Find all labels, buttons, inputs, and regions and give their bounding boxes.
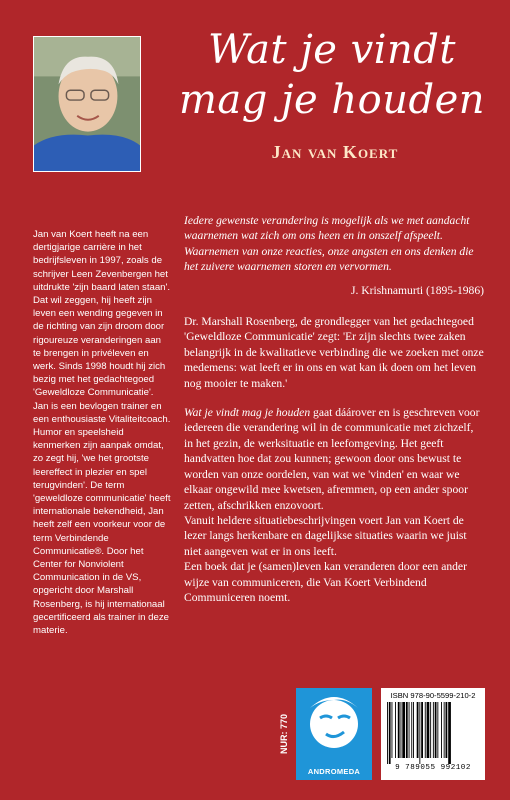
title-line-2: mag je houden xyxy=(178,77,486,123)
barcode-bar xyxy=(389,702,391,764)
barcode-bar xyxy=(430,702,431,758)
barcode-box xyxy=(381,688,485,780)
closing-paragraph: Een boek dat je (samen)leven kan veranderen door een ander wijze van communiceren, die Van Koert Verbindend Communiceren noemt. xyxy=(184,560,467,604)
author-portrait-image xyxy=(34,37,140,171)
isbn-text: ISBN 978-90-5599-210-2 xyxy=(390,691,476,700)
publisher-name: ANDROMEDA xyxy=(307,767,361,776)
barcode-bar xyxy=(406,702,408,758)
barcode-bars xyxy=(385,702,481,764)
barcode-bar xyxy=(435,702,437,758)
barcode-bar xyxy=(411,702,412,758)
barcode-bar xyxy=(433,702,434,758)
description-text: gaat dáárover en is geschreven voor iedereen die verandering wil in de communicatie met zichzelf, in het gezin, de werksituatie en leefomgeving. Het geeft handvatten hoe dat zou kunnen; gewoon door ons bewust te worden van onze oordelen, van wat we 'vinden' en waar we elkaar ongewild mee kwetsen, afremmen, op een ander spoor zetten, afschrikken enzovoort. xyxy=(184,406,480,512)
barcode-bar xyxy=(409,702,410,758)
nur-label: NUR: 770 xyxy=(279,713,289,755)
barcode-bar xyxy=(427,702,430,758)
barcode-bar xyxy=(448,702,451,764)
barcode-bar xyxy=(401,702,402,758)
barcode-bar xyxy=(437,702,438,758)
andromeda-face-icon xyxy=(296,688,372,760)
barcode-bar xyxy=(421,702,423,758)
book-description-paragraph xyxy=(184,405,484,513)
barcode-bar xyxy=(402,702,405,758)
barcode-bar xyxy=(395,702,396,758)
barcode-bar xyxy=(387,702,388,764)
book-title-inline: Wat je vindt mag je houden xyxy=(184,406,311,420)
barcode-bar xyxy=(413,702,414,758)
barcode-number: 9 789055 992102 xyxy=(395,764,471,772)
nur-code xyxy=(277,690,291,778)
barcode-bar xyxy=(417,702,419,758)
book-title xyxy=(172,25,492,125)
bio-text: Jan van Koert heeft na een dertigjarige carrière in het bedrijfsleven in 1997, zoals de schrijver Leen Zevenbergen het uitdrukte 'zijn baard laten staan'. Dat wil zeggen, hij heeft zijn leven een wending gegeven in de richting van zijn droom door rigoureuze veranderingen aan te brengen in privéleven en werk. Sinds 1998 houdt hij zich bezig met het gedachtegoed 'Geweldloze Communicatie'. Jan is een bevlogen trainer en een enthousiaste Vitaliteitcoach. Humor en speelsheid kenmerken zijn aanpak omdat, zo zegt hij, 'we het grootste leereffect in plezier en spel terugvinden'. De term 'geweldloze communicatie' heeft internationale bekendheid, Jan heeft zelf een voorkeur voor de term Verbindende Communicatie®. Door het Center for Nonviolent Communication in de VS, opgericht door Marshall Rosenberg, is hij internationaal gecertificeerd als trainer in deze materie. xyxy=(33,229,171,637)
barcode-bar xyxy=(444,702,445,758)
barcode-bar xyxy=(419,702,420,764)
barcode-bar xyxy=(446,702,448,758)
barcode-bar xyxy=(398,702,400,758)
situations-paragraph: Vanuit heldere situatiebeschrijvingen voert Jan van Koert de lezer langs herkenbare en dagelijkse situaties waarin we juist niet aangeven wat er in ons leeft. xyxy=(184,513,467,558)
barcode-bar xyxy=(392,702,393,758)
quote-attribution: J. Krishnamurti (1895-1986) xyxy=(351,283,484,297)
rosenberg-paragraph: Dr. Marshall Rosenberg, de grondlegger van het gedachtegoed 'Geweldloze Communicatie' zegt: 'Er zijn slechts twee zaken belangrijk in de kwalitatieve verbinding die we zoeken met onze medemens: wat leeft er in ons en wat kan ik doen om het leven nog mooier te maken.' xyxy=(184,315,484,390)
krishnamurti-quote: Iedere gewenste verandering is mogelijk als we met aandacht waarnemen wat zich om ons heen en in onszelf afspeelt. Waarnemen van onze reacties, onze angsten en ons denken die het zuivere waarnemen storen en vervormen. xyxy=(184,214,474,274)
barcode-bar xyxy=(425,702,426,758)
title-line-1: Wat je vindt xyxy=(208,27,456,73)
author-name: Jan van Koert xyxy=(271,142,399,162)
barcode-bar xyxy=(441,702,442,758)
author-bio xyxy=(33,228,171,637)
author-photo xyxy=(33,36,141,172)
publisher-logo xyxy=(296,688,372,780)
blurb xyxy=(184,213,484,605)
